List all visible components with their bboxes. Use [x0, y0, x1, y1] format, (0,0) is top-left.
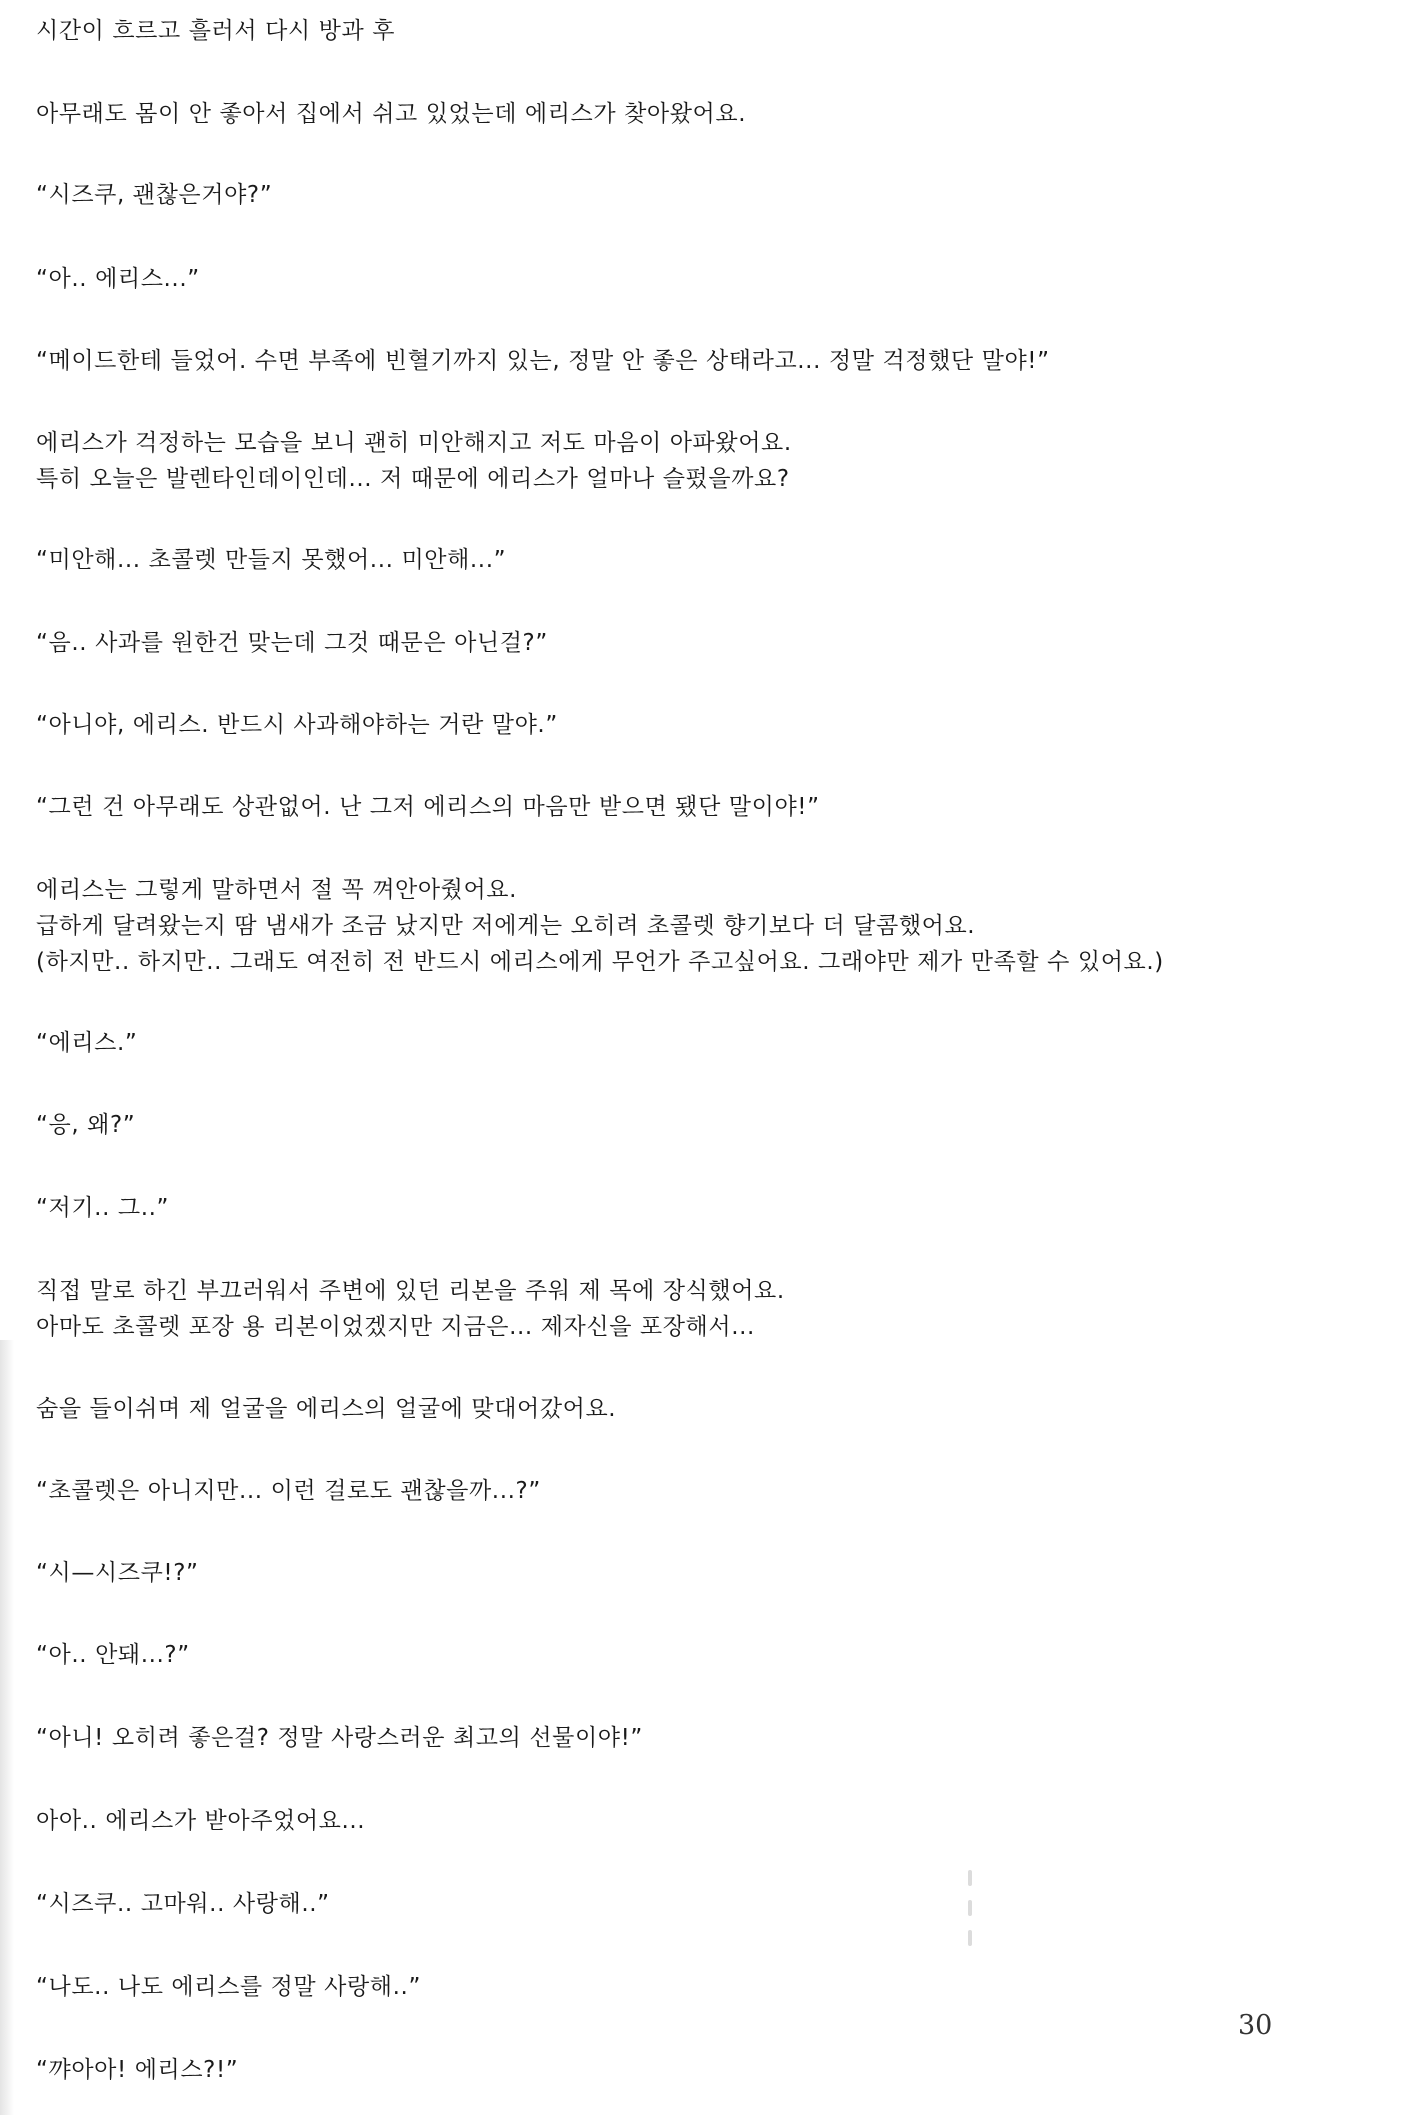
- text-line: 숨을 들이쉬며 제 얼굴을 에리스의 얼굴에 맞대어갔어요.: [36, 1396, 617, 1422]
- text-line: 특히 오늘은 발렌타인데이인데... 저 때문에 에리스가 얼마나 슬펐을까요?: [36, 466, 790, 492]
- text-line: 아아.. 에리스가 받아주었어요...: [36, 1808, 366, 1834]
- text-line: “나도.. 나도 에리스를 정말 사랑해..”: [36, 1974, 421, 2000]
- text-line: “에리스.”: [36, 1030, 138, 1056]
- scan-mark: [968, 1900, 972, 1916]
- text-line: “시—시즈쿠!?”: [36, 1560, 199, 1586]
- scan-edge-shadow: [0, 1340, 14, 2115]
- text-line: “초콜렛은 아니지만... 이런 걸로도 괜찮을까...?”: [36, 1478, 541, 1504]
- text-line: “메이드한테 들었어. 수면 부족에 빈혈기까지 있는, 정말 안 좋은 상태라고... 정말 걱정했단 말야!”: [36, 348, 1050, 374]
- text-line: 아무래도 몸이 안 좋아서 집에서 쉬고 있었는데 에리스가 찾아왔어요.: [36, 101, 747, 127]
- text-line: “꺄아아! 에리스?!”: [36, 2057, 239, 2083]
- text-line: 급하게 달려왔는지 땀 냄새가 조금 났지만 저에게는 오히려 초콜렛 향기보다 더 달콤했어요.: [36, 913, 976, 939]
- text-line: “시즈쿠, 괜찮은거야?”: [36, 182, 273, 208]
- text-line: 에리스는 그렇게 말하면서 절 꼭 껴안아줬어요.: [36, 877, 518, 903]
- text-line: “아니야, 에리스. 반드시 사과해야하는 거란 말야.”: [36, 712, 558, 738]
- text-line: “응, 왜?”: [36, 1112, 136, 1138]
- page-number: 30: [1238, 2010, 1273, 2041]
- scan-mark: [968, 1930, 972, 1946]
- text-line: “아.. 안돼...?”: [36, 1642, 190, 1668]
- scan-mark: [968, 1870, 972, 1886]
- text-line: “그런 건 아무래도 상관없어. 난 그저 에리스의 마음만 받으면 됐단 말이야!”: [36, 794, 820, 820]
- text-line: (하지만.. 하지만.. 그래도 여전히 전 반드시 에리스에게 무언가 주고싶어요. 그래야만 제가 만족할 수 있어요.): [36, 949, 1164, 975]
- text-line: 아마도 초콜렛 포장 용 리본이었겠지만 지금은... 제자신을 포장해서...: [36, 1314, 755, 1340]
- text-line: “음.. 사과를 원한건 맞는데 그것 때문은 아닌걸?”: [36, 630, 548, 656]
- text-line: 시간이 흐르고 흘러서 다시 방과 후: [36, 18, 396, 44]
- text-line: “시즈쿠.. 고마워.. 사랑해..”: [36, 1891, 330, 1917]
- text-line: 에리스가 걱정하는 모습을 보니 괜히 미안해지고 저도 마음이 아파왔어요.: [36, 430, 792, 456]
- text-line: “미안해... 초콜렛 만들지 못했어... 미안해...”: [36, 547, 507, 573]
- text-line: “아니! 오히려 좋은걸? 정말 사랑스러운 최고의 선물이야!”: [36, 1725, 643, 1751]
- text-line: 직접 말로 하긴 부끄러워서 주변에 있던 리본을 주워 제 목에 장식했어요.: [36, 1278, 785, 1304]
- text-line: “저기.. 그..”: [36, 1195, 170, 1221]
- text-line: “아.. 에리스...”: [36, 266, 200, 292]
